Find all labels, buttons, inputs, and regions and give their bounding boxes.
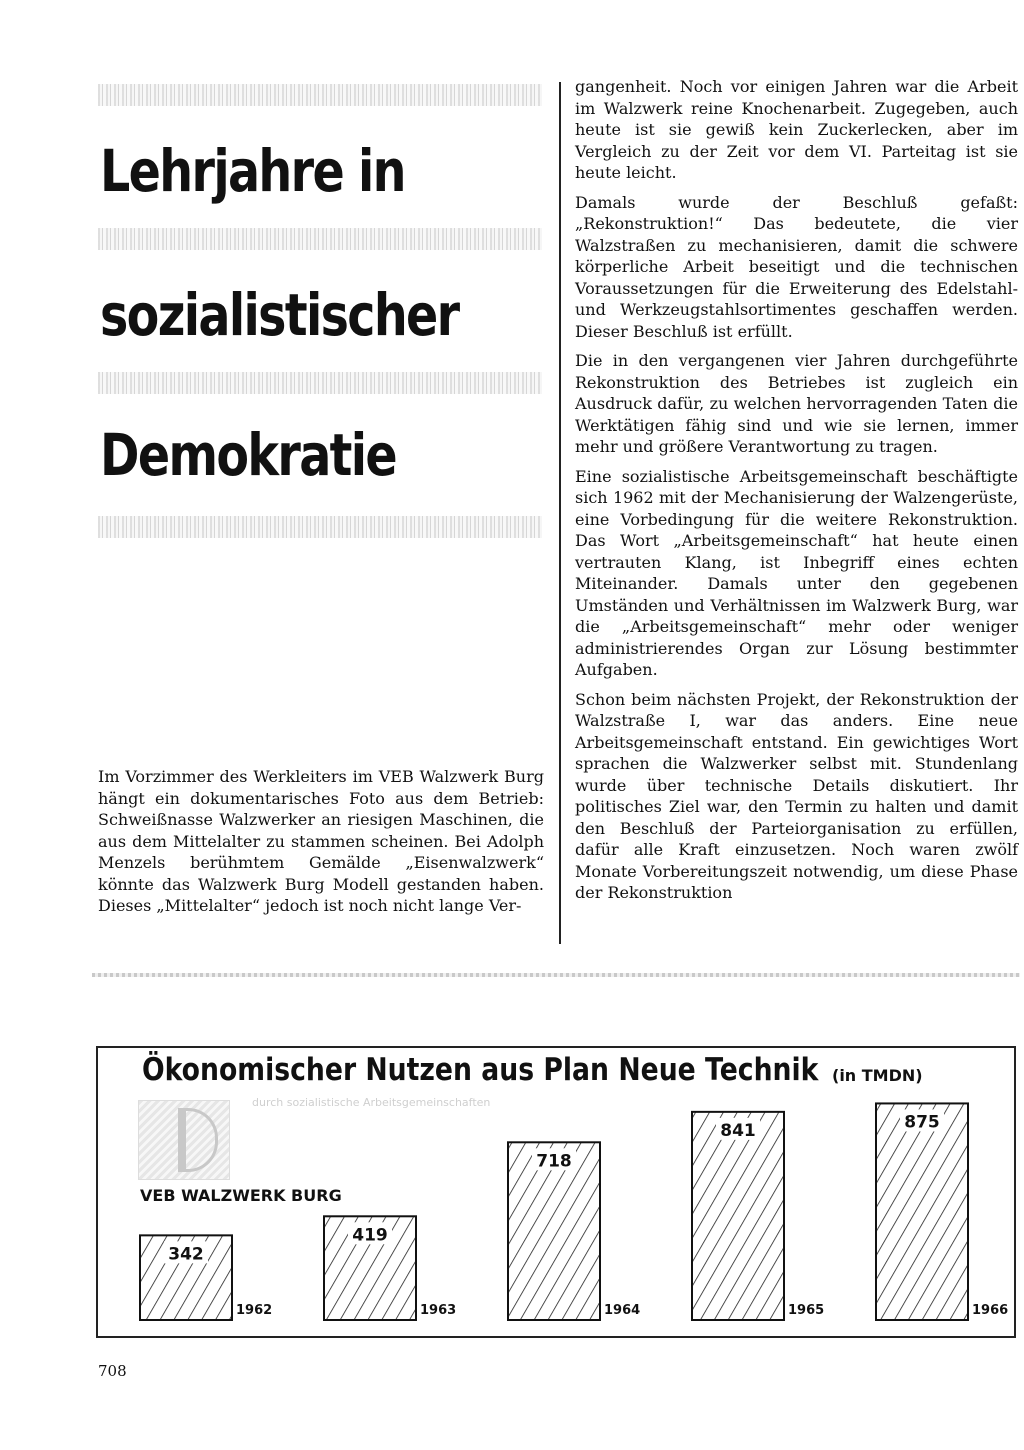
intro-paragraph: Im Vorzimmer des Werkleiters im VEB Walzwerk Burg hängt ein dokumentarisches Foto aus dem Betrieb: Schweißnasse Walzwerker an riesigen Maschinen, die aus dem Mittelalter zu stammen scheinen. Bei Adolph Menzels berühmtem Gemälde „Eisenwalzwerk“ könnte das Walzwerk Burg Modell gestanden haben. Dieses „Mittelalter“ jedoch ist noch nicht lange Ver-: [98, 767, 544, 915]
decorative-stipple-band: [98, 84, 542, 106]
chart-unit-label: (in TMDN): [832, 1066, 923, 1085]
headline-line-3: Demokratie: [100, 421, 397, 489]
value-label-1966: 875: [904, 1112, 940, 1133]
bar-1966: [876, 1103, 968, 1320]
value-label-1962: 342: [168, 1244, 204, 1265]
value-label-1964: 718: [536, 1151, 572, 1172]
right-column-text: [575, 76, 1018, 912]
year-label-1962: 1962: [236, 1303, 273, 1318]
decorative-stipple-band: [98, 372, 542, 394]
headline-line-1: Lehrjahre in: [100, 137, 405, 205]
year-label-1966: 1966: [972, 1303, 1009, 1318]
faint-caption: durch sozialistische Arbeitsgemeinschaften: [252, 1096, 491, 1109]
left-column-text: [98, 766, 544, 925]
bar-chart: [96, 1046, 1016, 1338]
decorative-stipple-band: [98, 228, 542, 250]
headline-line-2: sozialistischer: [100, 281, 459, 349]
year-label-1963: 1963: [420, 1303, 457, 1318]
body-paragraph: Eine sozialistische Arbeitsgemeinschaft beschäftigte sich 1962 mit der Mechanisierung der Walzengerüste, eine Vorbedingung für die weitere Rekonstruktion. Das Wort „Arbeitsgemeinschaft“ hat heute einen vertrauten Klang, ist Inbegriff eines echten Miteinander. Damals unter den gegebenen Umständen und Verhältnissen im Walzwerk Burg, war die „Arbeitsgemeinschaft“ mehr oder weniger administrierendes Organ zur Lösung bestimmter Aufgaben.: [575, 466, 1018, 679]
year-label-1965: 1965: [788, 1303, 825, 1318]
section-divider: [92, 973, 1020, 977]
page-number: 708: [98, 1362, 127, 1380]
value-label-1963: 419: [352, 1225, 388, 1246]
body-paragraph: Damals wurde der Beschluß gefaßt: „Rekonstruktion!“ Das bedeutete, die vier Walzstraßen zu mechanisieren, damit die schwere körperliche Arbeit beseitigt und die technischen Voraussetzungen für die Erweiterung des Edelstahl- und Werkzeugstahlsortimentes geschaffen werden. Dieser Beschluß ist erfüllt.: [575, 192, 1018, 341]
bar-1965: [692, 1112, 784, 1320]
year-label-1964: 1964: [604, 1303, 641, 1318]
body-paragraph: Die in den vergangenen vier Jahren durchgeführte Rekonstruktion des Betriebes ist zugleich ein Ausdruck dafür, zu welchen hervorragenden Taten die Werktätigen fähig sind und wie sie lernen, immer mehr und größere Verantwortung zu tragen.: [575, 351, 1018, 456]
company-name: VEB WALZWERK BURG: [140, 1186, 342, 1205]
decorative-stipple-band: [98, 516, 542, 538]
chart-title: Ökonomischer Nutzen aus Plan Neue Technik: [142, 1052, 819, 1088]
body-paragraph: gangenheit. Noch vor einigen Jahren war die Arbeit im Walzwerk reine Knochenarbeit. Zugegeben, auch heute ist sie gewiß kein Zuckerlecken, aber im Vergleich zu der Zeit vor dem VI. Parteitag ist sie heute leicht.: [575, 77, 1018, 182]
value-label-1965: 841: [720, 1120, 756, 1141]
column-divider: [559, 82, 561, 944]
body-paragraph: Schon beim nächsten Projekt, der Rekonstruktion der Walzstraße I, war das anders. Eine neue Arbeitsgemeinschaft entstand. Ein gewichtiges Wort sprachen die Walzwerker selbst mit. Stundenlang wurde über technische Details diskutiert. Ihr politisches Ziel war, den Termin zu halten und damit den Beschluß der Parteiorganisation zu erfüllen, dafür alle Kraft einzusetzen. Noch waren zwölf Monate Vorbereitungszeit notwendig, um diese Phase der Rekonstruktion: [575, 689, 1018, 902]
